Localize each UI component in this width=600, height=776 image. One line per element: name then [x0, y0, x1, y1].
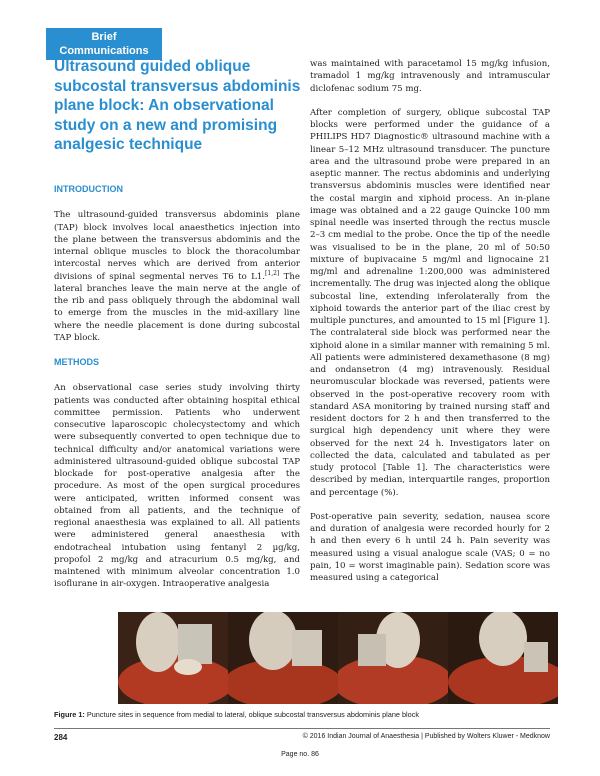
- figure-panel-1: [118, 612, 228, 704]
- figure-1-photo-strip: [118, 612, 558, 704]
- title-line: study on a new and promising: [54, 116, 278, 134]
- methods-heading: METHODS: [54, 357, 99, 367]
- intro-text-continued: The lateral branches leave the main nerve at the angle of the rib and pass obliquely through the abdominal wall to emerge from the muscles in the mid-axillary line where the needle placement is done during subcostal TAP block.: [54, 271, 301, 343]
- right-column: [310, 58, 550, 596]
- title-line: plane block: An observational: [54, 97, 274, 114]
- figure-caption: [54, 710, 554, 719]
- figure-caption-text: Puncture sites in sequence from medial to lateral, oblique subcostal transversus abdominis plane block: [84, 710, 420, 719]
- citation-ref: [1,2]: [265, 269, 280, 277]
- title-line: Ultrasound guided oblique: [54, 58, 251, 75]
- figure-panel-4: [448, 612, 558, 704]
- methods-paragraph: An observational case series study involving thirty patients was conducted after obtaining hospital ethical committee permission. Patients who underwent consecutive laparoscopic cholecystectomy and which were subsequently converted to open technique due to technical difficulty and/or anatomical variations were administered ultrasound-guided oblique subcostal TAP blockade for post-operative analgesia after the procedure. As most of the open surgical procedures were anticipated, written informed consent was obtained from all patients, and the technique of regional anaesthesia was explained to all. All patients were administered general anaesthesia with endotracheal intubation using fentanyl 2 µg/kg, propofol 2 mg/kg and atracurium 0.5 mg/kg, and maintened with minimum alveolar concentration 1.0 isoflurane in air-oxygen. Intraoperative analgesia: [54, 383, 300, 590]
- copyright-notice: © 2016 Indian Journal of Anaesthesia | Published by Wolters Kluwer - Medknow: [302, 733, 550, 740]
- title-line: subcostal transversus abdominis: [54, 77, 301, 95]
- page-no-label: Page no. 86: [281, 751, 319, 758]
- article-title: [54, 57, 301, 155]
- left-column: [54, 183, 300, 603]
- title-line: analgesic technique: [54, 136, 203, 153]
- badge-line-2: Communications: [59, 45, 149, 57]
- introduction-heading: INTRODUCTION: [54, 184, 123, 194]
- introduction-paragraph: [54, 209, 300, 344]
- body-paragraph: After completion of surgery, oblique subcostal TAP blocks were performed under the guidance of a PHILIPS HD7 Diagnostic® ultrasound machine with a linear 5–12 MHz ultrasound transducer. The puncture area and the ultrasound probe were prepared in an aseptic manner. The rectus abdominis and underlying transversus abdominis muscles were identified near the costal margin and xiphoid process. An in-plane image was obtained and a 22 gauge Quincke 100 mm spinal needle was inserted through the rectus muscle 2–3 cm medial to the probe. Once the tip of the needle was visualised to be in the plane, 20 ml of 50:50 mixture of bupivacaine 5 mg/ml and lignocaine 21 mg/ml and adrenaline 1:200,000 was administered incrementally. The drug was injected along the oblique subcostal line, extending inferolaterally from the xiphoid towards the anterior part of the iliac crest by multiple punctures, and amounted to 15 ml [Figure 1]. The contralateral side block was performed near the xiphoid alone in a similar manner with remaining 5 ml. All patients were administered dexamethasone (8 mg) and ondansetron (4 mg) intravenously. Residual neuromuscular blockade was reversed, patients were observed in the post-operative recovery room with standard ASA monitoring by trained nursing staff and resident doctors for 2 h and then transferred to the surgical high dependency unit where they were observed for the next 24 h. Investigators later on collected the data, calculated and tabulated as per study protocol [Table 1]. The characteristics were described by median, interquartile ranges, proportion and percentage (%).: [310, 107, 551, 498]
- article-type-badge: [46, 28, 162, 60]
- figure-label: Figure 1:: [54, 710, 85, 719]
- figure-panel-3: [338, 612, 448, 704]
- footer-divider: [54, 728, 550, 729]
- body-paragraph: Post-operative pain severity, sedation, nausea score and duration of analgesia were recorded hourly for 2 h and then every 6 h until 24 h. Pain severity was measured using a visual analogue scale (VAS; 0 = no pain, 10 = worst imaginable pain). Sedation score was measured using a categorical: [310, 511, 550, 583]
- page-number: 284: [54, 733, 68, 742]
- badge-line-1: Brief: [91, 31, 117, 43]
- figure-panel-2: [228, 612, 338, 704]
- intro-text: The ultrasound-guided transversus abdominis plane (TAP) block involves local anaesthetics injection into the plane between the transversus abdominis and the internal oblique muscles to block the thoracolumbar intercostal nerves which are derived from anterior divisions of spinal segmental nerves T6 to L1.: [54, 210, 300, 282]
- body-paragraph: was maintained with paracetamol 15 mg/kg infusion, tramadol 1 mg/kg intravenously and intramuscular diclofenac sodium 75 mg.: [310, 59, 550, 94]
